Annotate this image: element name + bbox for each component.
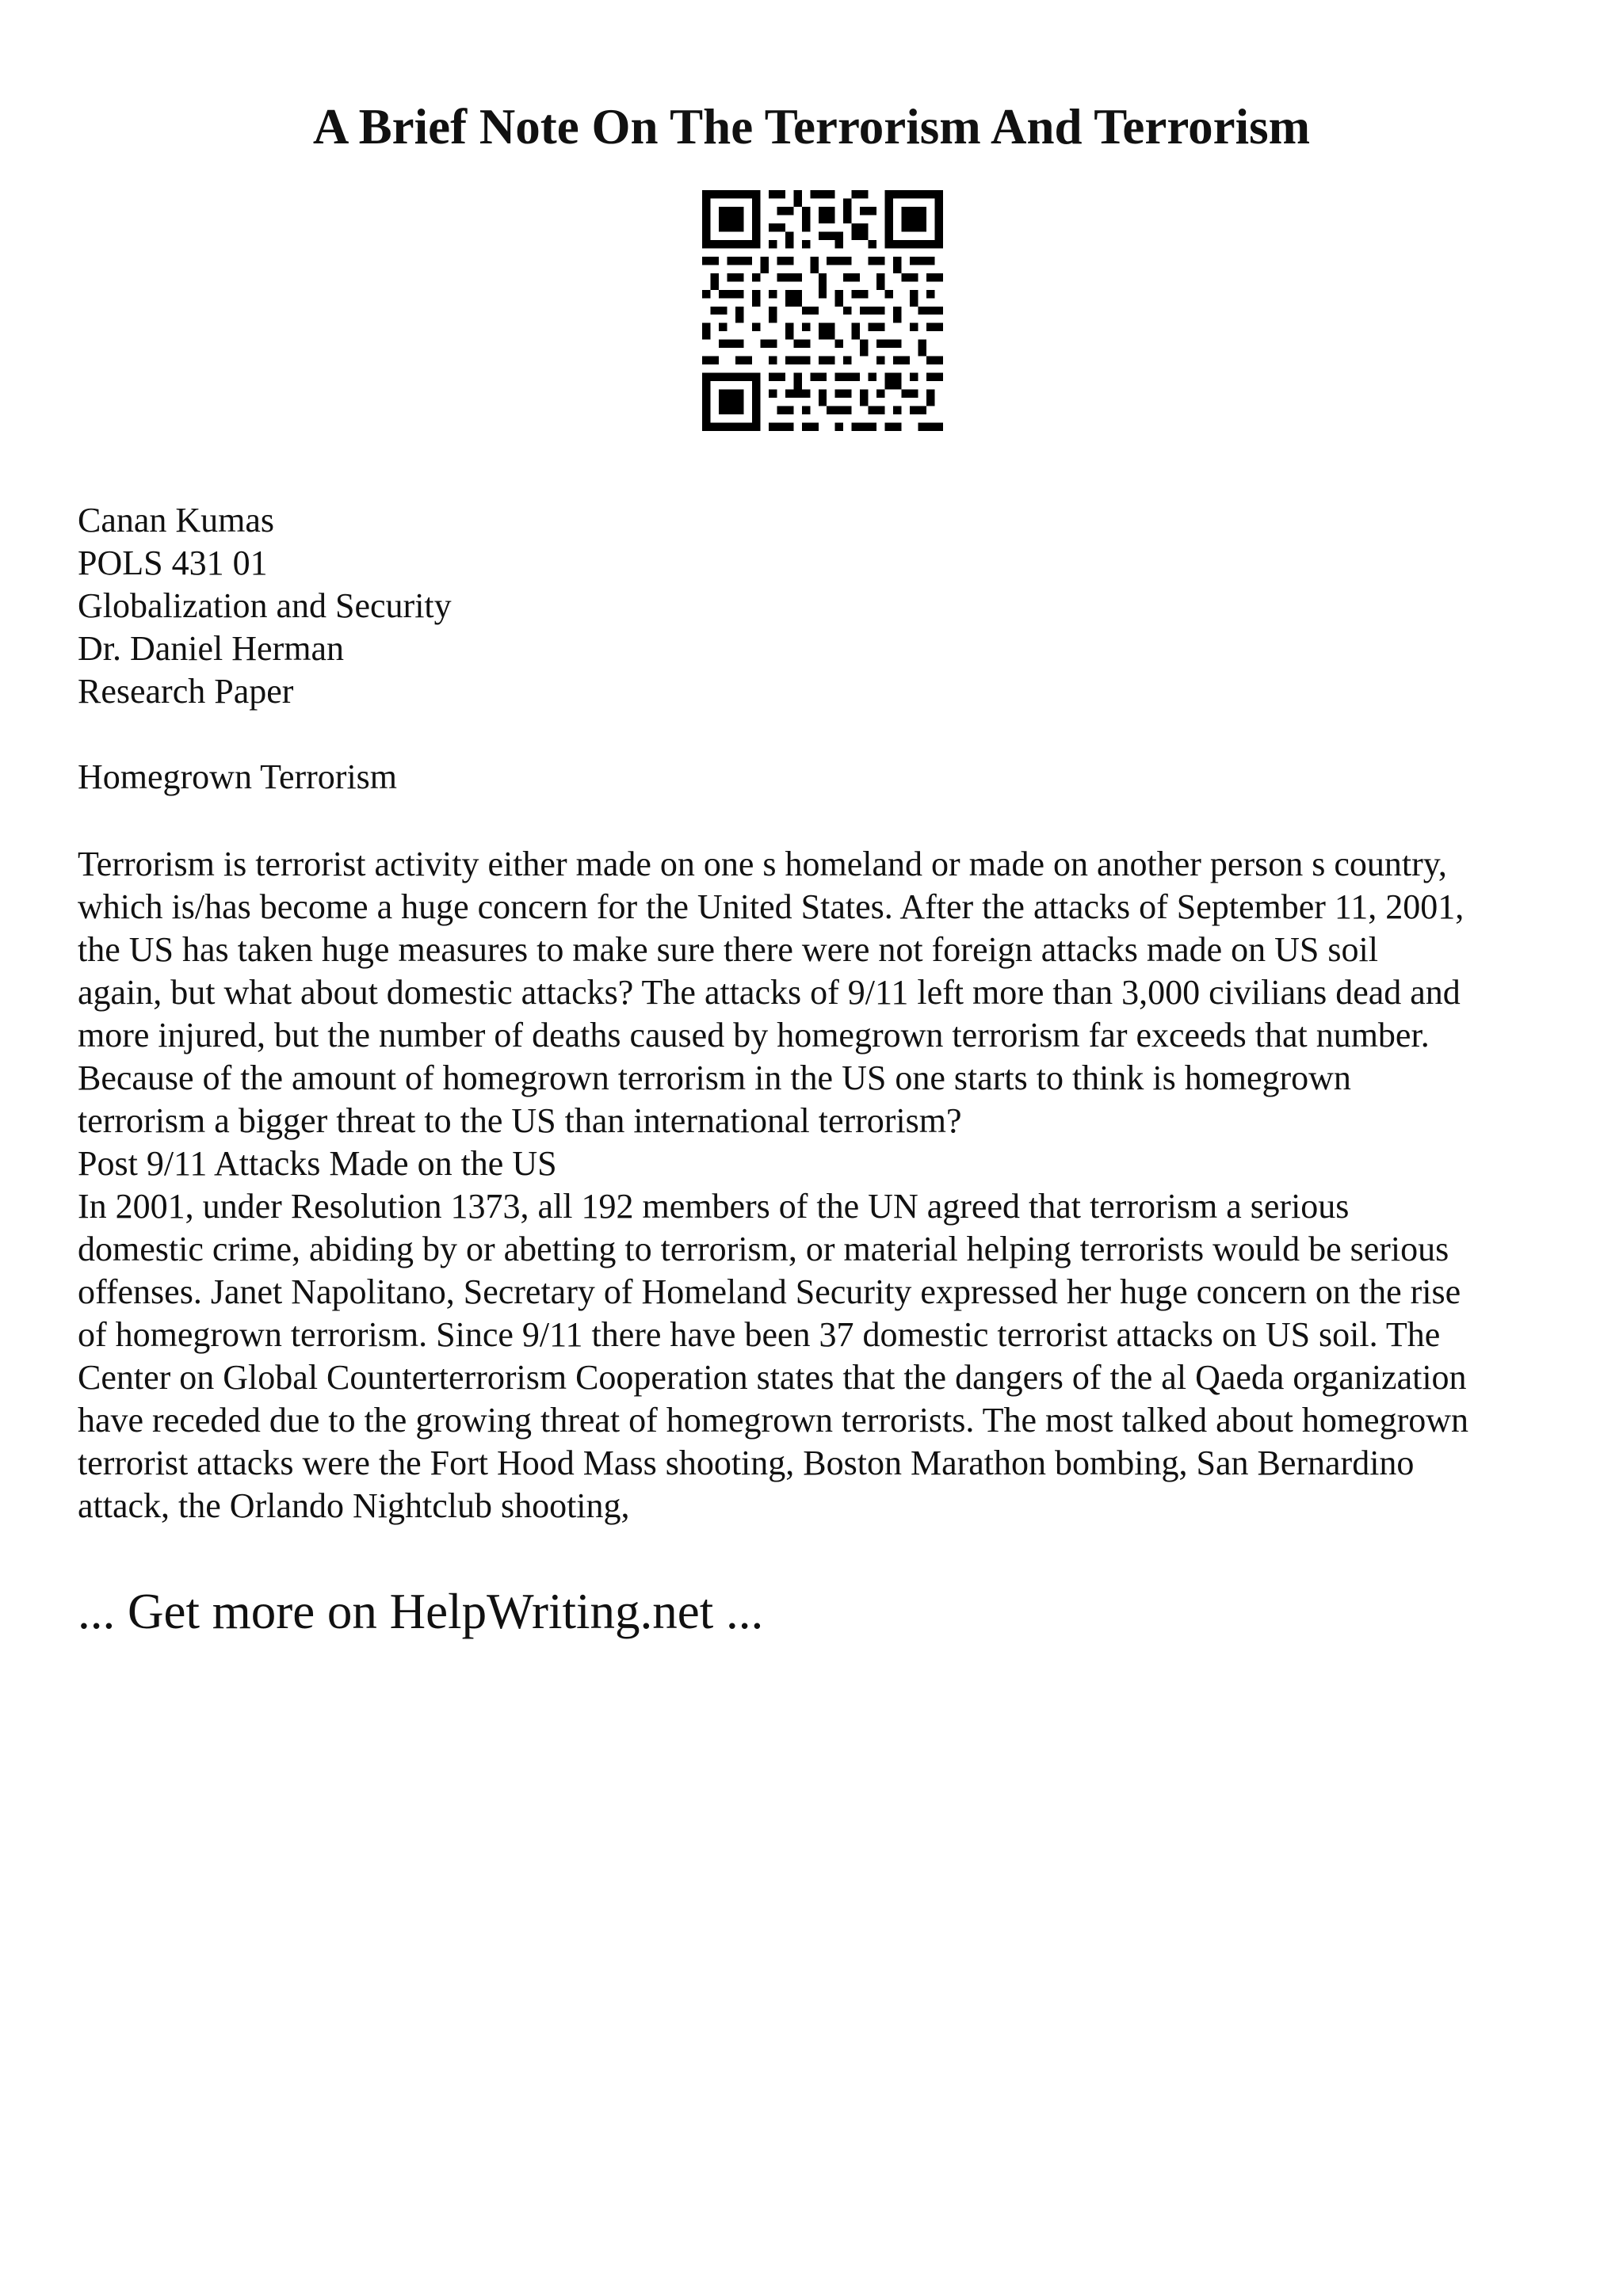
paragraph-line: domestic crime, abiding by or abetting to terrorism, or material helping terrorists would be serious (78, 1230, 1449, 1268)
paper-type: Research Paper (78, 672, 294, 711)
paragraph-line: which is/has become a huge concern for the United States. After the attacks of September 11, 2001, (78, 887, 1465, 926)
instructor-name: Dr. Daniel Herman (78, 629, 344, 668)
paragraph-line: offenses. Janet Napolitano, Secretary of Homeland Security expressed her huge concern on the rise (78, 1272, 1461, 1311)
paragraph-line: attack, the Orlando Nightclub shooting, (78, 1486, 630, 1525)
paragraph-line: of homegrown terrorism. Since 9/11 there have been 37 domestic terrorist attacks on US soil. The (78, 1315, 1441, 1354)
author-info-block (78, 499, 1568, 713)
body-paragraph (78, 843, 1568, 1527)
get-more-link[interactable]: ... Get more on HelpWriting.net ... (78, 1584, 764, 1639)
paragraph-line: terrorist attacks were the Fort Hood Mass shooting, Boston Marathon bombing, San Bernardino (78, 1444, 1415, 1482)
paragraph-line: Because of the amount of homegrown terrorism in the US one starts to think is homegrown (78, 1058, 1351, 1097)
paragraph-line: Center on Global Counterterrorism Cooperation states that the dangers of the al Qaeda organization (78, 1358, 1467, 1397)
qr-code-icon (702, 190, 943, 431)
course-code: POLS 431 01 (78, 543, 268, 582)
paragraph-line: Terrorism is terrorist activity either made on one s homeland or made on another person s country, (78, 845, 1447, 883)
paragraph-line: In 2001, under Resolution 1373, all 192 members of the UN agreed that terrorism a serious (78, 1187, 1350, 1226)
paragraph-line: more injured, but the number of deaths caused by homegrown terrorism far exceeds that number. (78, 1016, 1430, 1055)
document-title: A Brief Note On The Terrorism And Terrorism (312, 99, 1311, 154)
section-title (78, 756, 1568, 799)
course-name: Globalization and Security (78, 586, 452, 625)
section-title-text: Homegrown Terrorism (78, 757, 398, 796)
paragraph-line: have receded due to the growing threat of homegrown terrorists. The most talked about homegrown (78, 1401, 1469, 1440)
paragraph-line: the US has taken huge measures to make sure there were not foreign attacks made on US soil (78, 930, 1378, 969)
paragraph-line: again, but what about domestic attacks? The attacks of 9/11 left more than 3,000 civilians dead and (78, 973, 1461, 1012)
paragraph-line: terrorism a bigger threat to the US than international terrorism? (78, 1101, 962, 1140)
subheading-line: Post 9/11 Attacks Made on the US (78, 1144, 557, 1183)
author-name: Canan Kumas (78, 501, 275, 540)
